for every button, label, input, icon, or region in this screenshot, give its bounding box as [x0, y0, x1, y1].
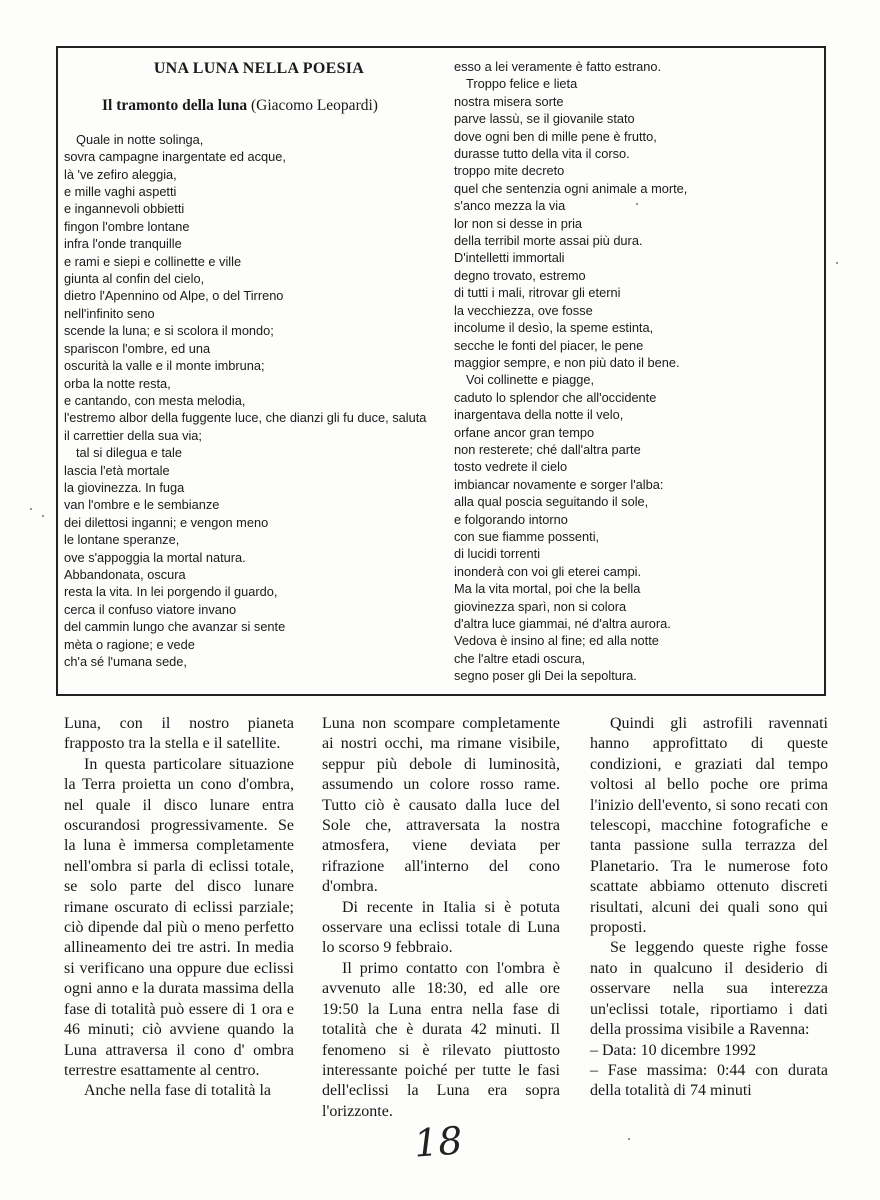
poem-line: cerca il confuso viatore invano	[64, 601, 237, 617]
article-paragraph: – Data: 10 dicembre 1992	[590, 1041, 757, 1059]
poem-line: della terribil morte assai più dura.	[454, 233, 643, 249]
poem-line: non resterete; ché dall'altra parte	[454, 441, 641, 457]
poem-line: che l'altre etadi oscura,	[454, 650, 586, 666]
article-paragraph: Quindi gli astrofili ravennati hanno approfittato di queste condizioni, e graziati dal tempo voltosi al bello poche ore prima l'inizio dell'evento, si sono recati con telescopi, macchine fotografiche e tanta passione sulla terrazza del Planetario. Tra le numerose foto scattate abbiamo ottenuto discreti risultati, alcuni dei quali sono qui proposti.	[590, 715, 828, 937]
poem-line: spariscon l'ombre, ed una	[64, 340, 211, 356]
poem-line: Voi collinette e piagge,	[466, 372, 595, 388]
poem-line: di lucidi torrenti	[454, 546, 541, 562]
poem-line: nostra misera sorte	[454, 93, 564, 109]
poem-title: UNA LUNA NELLA POESIA	[153, 60, 365, 77]
article-paragraph: Se leggendo queste righe fosse nato in qualcuno il desiderio di osservare nella sua interezza un'eclissi totale, riportiamo i dati della prossima visibile a Ravenna:	[590, 939, 828, 1039]
poem-line: van l'ombre e le sembianze	[64, 497, 220, 513]
poem-line: giovinezza sparì, non si colora	[454, 598, 627, 614]
poem-line: sovra campagne inargentate ed acque,	[64, 149, 286, 165]
poem-subtitle-title: Il tramonto della luna	[102, 97, 248, 115]
poem-line: lascia l'età mortale	[64, 462, 170, 478]
article-column-1	[64, 714, 294, 1102]
poem-line: tal si dilegua e tale	[76, 445, 182, 461]
poem-line: le lontane speranze,	[64, 532, 180, 548]
poem-line: scende la luna; e si scolora il mondo;	[64, 323, 274, 339]
poem-line: e folgorando intorno	[454, 511, 568, 527]
scan-speck	[628, 1138, 630, 1140]
poem-line: caduto lo splendor che all'occidente	[454, 389, 657, 405]
poem-box	[56, 46, 826, 696]
poem-line: fingon l'ombre lontane	[64, 218, 190, 234]
poem-line: quel che sentenzia ogni animale a morte,	[454, 180, 688, 196]
poem-line: nell'infinito seno	[64, 305, 155, 321]
scan-speck	[836, 262, 838, 264]
poem-line: Ma la vita mortal, poi che la bella	[454, 581, 641, 597]
poem-line: inonderà con voi gli eterei campi.	[454, 563, 642, 579]
article-paragraph: Il primo contatto con l'ombra è avvenuto alle 18:30, ed alle ore 19:50 la Luna entra nella fase di totalità che è durata 42 minuti. Il fenomeno si è rilevato piuttosto interessante poiché per tutte le fasi dell'eclissi la Luna era sopra l'orizzonte.	[322, 959, 560, 1120]
poem-line: secche le fonti del piacer, le pene	[454, 337, 644, 353]
poem-line: incolume il desìo, la speme estinta,	[454, 320, 654, 336]
poem-line: del cammin lungo che avanzar si sente	[64, 619, 286, 635]
poem-line: giunta al confin del cielo,	[64, 271, 205, 287]
poem-line: dietro l'Apennino od Alpe, o del Tirreno	[64, 288, 284, 304]
poem-line: s'anco mezza la via	[454, 198, 566, 214]
scan-speck	[30, 508, 32, 510]
poem-line: la giovinezza. In fuga	[64, 479, 185, 495]
poem-line: esso a lei veramente è fatto estrano.	[454, 59, 661, 74]
scan-speck	[636, 203, 638, 205]
page-number: 18	[412, 1118, 464, 1166]
poem-line: alla qual poscia seguitando il sole,	[454, 494, 649, 510]
poem-line: Troppo felice e lieta	[466, 76, 578, 92]
article-paragraph: Anche nella fase di totalità la	[84, 1082, 272, 1100]
poem-line: il carrettier della sua via;	[64, 427, 202, 443]
poem-left-column	[64, 58, 454, 670]
poem-right-lines	[454, 58, 824, 685]
poem-line: tosto vedrete il cielo	[454, 459, 568, 475]
poem-line: oscurità la valle e il monte imbruna;	[64, 358, 265, 374]
poem-line: orfane ancor gran tempo	[454, 424, 595, 440]
article-paragraph: Di recente in Italia si è potuta osservare una eclissi totale di Luna lo scorso 9 febbraio.	[322, 898, 560, 957]
poem-line: resta la vita. In lei porgendo il guardo,	[64, 584, 278, 600]
poem-line: lor non si desse in pria	[454, 215, 583, 231]
poem-line: orba la notte resta,	[64, 375, 171, 391]
poem-line: parve lassù, se il giovanile stato	[454, 111, 635, 127]
poem-line: durasse tutto della vita il corso.	[454, 146, 630, 162]
poem-line: ove s'appoggia la mortal natura.	[64, 549, 246, 565]
poem-right-column	[454, 58, 824, 685]
poem-line: D'intelletti immortali	[454, 250, 565, 266]
article-paragraph: – Fase massima: 0:44 con durata della totalità di 74 minuti	[590, 1061, 828, 1100]
poem-line: la vecchiezza, ove fosse	[454, 302, 593, 318]
poem-subtitle-author: (Giacomo Leopardi)	[247, 97, 378, 115]
article-column-3	[590, 714, 828, 1102]
poem-line: e ingannevoli obbietti	[64, 201, 185, 217]
poem-line: imbiancar novamente e sorger l'alba:	[454, 476, 664, 492]
poem-line: e mille vaghi aspetti	[64, 184, 177, 200]
poem-line: e cantando, con mesta melodia,	[64, 392, 246, 408]
poem-line: d'altra luce giammai, né d'altra aurora.	[454, 616, 671, 631]
poem-line: e rami e siepi e collinette e ville	[64, 253, 242, 269]
article-column-2	[322, 714, 560, 1122]
poem-line: mèta o ragione; e vede	[64, 636, 195, 652]
poem-left-lines	[64, 131, 454, 671]
poem-line: là 've zefiro aleggia,	[64, 166, 177, 182]
poem-line: ch'a sé l'umana sede,	[64, 654, 187, 669]
poem-line: di tutti i mali, ritrovar gli eterni	[454, 285, 621, 301]
poem-line: Vedova è insino al fine; ed alla notte	[454, 633, 659, 649]
poem-line: l'estremo albor della fuggente luce, che dianzi gli fu duce, saluta	[64, 410, 427, 426]
article-paragraph: Luna non scompare completamente ai nostri occhi, ma rimane visibile, seppur più debole di luminosità, assumendo un colore rosso rame. Tutto ciò è causato dalla luce del Sole che, attraversata la nostra atmosfera, viene deviata per rifrazione all'interno del cono d'ombra.	[322, 715, 560, 896]
poem-line: maggior sempre, e non più dato il bene.	[454, 354, 680, 370]
poem-line: troppo mite decreto	[454, 163, 565, 179]
poem-line: Quale in notte solinga,	[76, 131, 204, 147]
poem-line: inargentava della notte il velo,	[454, 407, 624, 423]
poem-line: Abbandonata, oscura	[64, 566, 186, 582]
poem-line: con sue fiamme possenti,	[454, 528, 600, 544]
poem-line: dove ogni ben di mille pene è frutto,	[454, 128, 657, 144]
article-paragraph: Luna, con il nostro pianeta frapposto tra la stella e il satellite.	[64, 715, 294, 753]
poem-line: infra l'onde tranquille	[64, 236, 182, 252]
scan-speck	[42, 515, 44, 517]
poem-subtitle	[102, 97, 454, 114]
poem-line: segno poser gli Dei la sepoltura.	[454, 668, 637, 684]
poem-line: dei dilettosi inganni; e vengon meno	[64, 514, 269, 530]
article-paragraph: In questa particolare situazione la Terra proietta un cono d'ombra, nel quale il disco lunare entra oscurandosi progressivamente. Se la luna è immersa completamente nell'ombra si parla di eclissi totale, se solo parte del disco lunare rimane oscurato di eclissi parziale; ciò dipende dal più o meno perfetto allineamento dei tre astri. In media si verificano una oppure due eclissi ogni anno e la durata massima della fase di totalità può essere di 1 ora e 46 minuti; ciò avviene quando la Luna attraversa il cono d' ombra terrestre esattamente al centro.	[64, 755, 294, 1079]
poem-line: degno trovato, estremo	[454, 267, 586, 283]
